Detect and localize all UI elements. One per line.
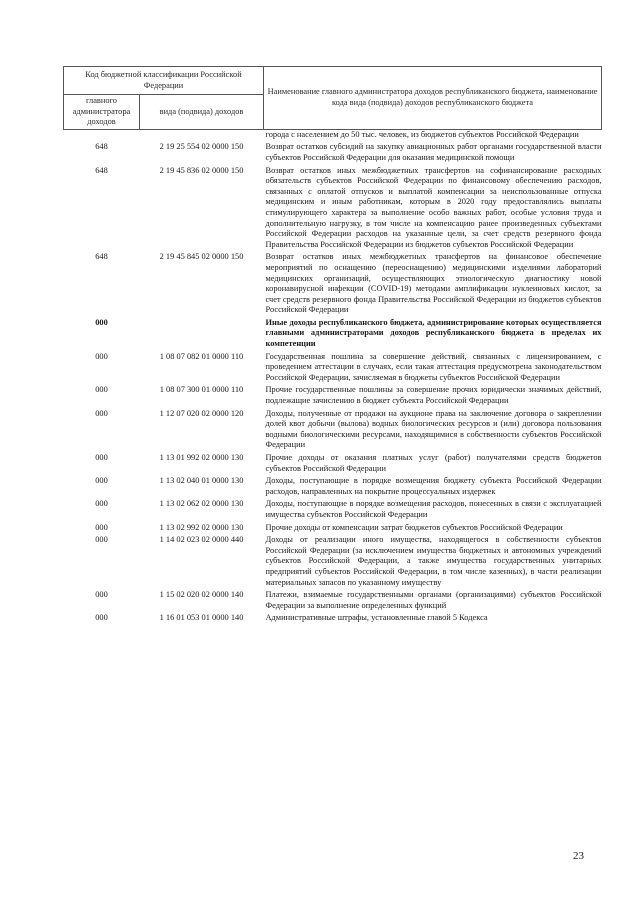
table-row [64, 166, 602, 253]
table-row [64, 252, 602, 318]
row-description: Государственная пошлина за совершение действий, связанных с лицензированием, с проведением аттестации в случаях, если такая аттестация предусмотрена законодательством Российской Федерации, зачисляемая в бюджеты субъектов Российской Федерации [265, 351, 602, 382]
row-revenue-code [140, 129, 264, 142]
row-revenue-code: 1 13 02 992 02 0000 130 [159, 522, 244, 532]
row-revenue-code: 1 08 07 082 01 0000 110 [159, 351, 244, 361]
row-admin-code: 000 [95, 535, 108, 545]
header-main-administrator: главного администратора доходов [64, 95, 140, 130]
row-admin-code: 000 [95, 590, 108, 600]
table-row [64, 535, 602, 590]
row-revenue-code: 1 13 02 040 01 0000 130 [159, 476, 244, 486]
table-row [64, 318, 602, 352]
row-description: города с населением до 50 тыс. человек, из бюджетов субъектов Российской Федерации [265, 129, 579, 139]
row-description: Прочие доходы от компенсации затрат бюджетов субъектов Российской Федерации [265, 522, 563, 532]
row-admin-code: 000 [95, 476, 108, 486]
table-row [64, 476, 602, 499]
row-description: Возврат остатков иных межбюджетных трансфертов на софинансирование расходных обязательств субъектов Российской Федерации по финансовому обеспечению расходов, связанных с оплатой отпусков и выплатой компенсации за неиспользованные отпуска медицинским и иным работникам, которым в 2020 году предоставлялись выплаты стимулирующего характера за выполнение особо важных работ, особые условия труда и дополнительную нагрузку, в том числе на компенсацию ранее произведенных субъектами Российской Федерации расходов на указанные цели, за счет средств резервного фонда Правительства Российской Федерации из бюджетов субъектов Российской Федерации [265, 165, 602, 249]
row-description: Прочие государственные пошлины за совершение прочих юридически значимых действий, подлежащие зачислению в бюджет субъекта Российской Федерации [265, 385, 602, 406]
row-admin-code: 000 [95, 385, 108, 395]
row-description: Доходы, полученные от продажи на аукционе права на заключение договора о закреплении долей квот добычи (вылова) водных биологических ресурсов и (или) договора пользования водными биологическими ресурсами, находящимися в собственности субъектов Российской Федерации [265, 408, 602, 450]
row-description: Прочие доходы от оказания платных услуг (работ) получателями средств бюджетов субъектов Российской Федерации [265, 453, 602, 473]
row-admin-code: 000 [95, 453, 108, 462]
row-revenue-code: 1 12 07 020 02 0000 120 [159, 408, 244, 418]
row-admin-code: 648 [95, 165, 108, 175]
row-description: Иные доходы республиканского бюджета, администрирование которых осуществляется главными администраторами доходов республиканского бюджета в пределах их компетенции [265, 317, 602, 349]
table-row [64, 385, 602, 408]
row-revenue-code: 2 19 45 836 02 0000 150 [159, 165, 244, 175]
row-admin-code: 648 [95, 142, 108, 152]
table-row [64, 590, 602, 613]
table-row [64, 613, 602, 626]
row-admin-code: 000 [95, 499, 108, 509]
row-revenue-code: 1 13 02 062 02 0000 130 [159, 499, 244, 509]
row-revenue-code: 1 16 01 053 01 0000 140 [159, 613, 244, 623]
table-row [64, 352, 602, 386]
row-admin-code: 000 [95, 613, 108, 623]
row-description: Административные штрафы, установленные главой 5 Кодекса [265, 613, 488, 623]
row-revenue-code: 2 19 45 845 02 0000 150 [159, 252, 244, 262]
row-admin-code: 000 [95, 317, 108, 327]
row-revenue-code [140, 318, 264, 352]
row-description: Доходы, поступающие в порядке возмещения бюджету субъекта Российской Федерации расходов, направленных на покрытие процессуальных издержек [265, 476, 602, 496]
table-row [64, 142, 602, 165]
row-revenue-code: 1 14 02 023 02 0000 440 [159, 535, 244, 545]
row-revenue-code: 1 13 01 992 02 0000 130 [159, 453, 244, 462]
header-budget-classification: Код бюджетной классификации Российской Федерации [64, 67, 264, 95]
page-number: 23 [573, 850, 584, 862]
table-row [64, 129, 602, 142]
row-description: Возврат остатков иных межбюджетных трансфертов на финансовое обеспечение мероприятий по оснащению (переоснащению) медицинскими изделиями лабораторий медицинских организаций, осуществляющих этиологическую диагностику новой коронавирусной инфекции (COVID-19) методами амплификации нуклеиновых кислот, за счет средств резервного фонда Правительства Российской Федерации из бюджетов субъектов Российской Федерации [265, 252, 602, 315]
row-revenue-code: 1 08 07 300 01 0000 110 [159, 385, 244, 395]
row-admin-code: 648 [95, 252, 108, 262]
header-revenue-type: вида (подвида) доходов [140, 95, 264, 130]
table-row [64, 523, 602, 536]
header-admin-name: Наименование главного администратора доходов республиканского бюджета, наименование кода вида (подвида) доходов республиканского бюджета [264, 67, 602, 130]
row-admin-code [64, 129, 140, 142]
table-body [64, 129, 602, 626]
row-admin-code: 000 [95, 522, 108, 532]
row-description: Платежи, взимаемые государственными органами (организациями) субъектов Российской Федерации за выполнение определенных функций [265, 590, 602, 610]
row-admin-code: 000 [95, 408, 108, 418]
row-description: Доходы от реализации иного имущества, находящегося в собственности субъектов Российской Федерации (за исключением имущества бюджетных и автономных учреждений субъектов Российской Федерации, а также имущества государственных унитарных предприятий субъектов Российской Федерации, в том числе казенных), в части реализации материальных запасов по указанному имуществу [265, 535, 602, 587]
table-row [64, 409, 602, 453]
revenue-classification-table [63, 66, 602, 626]
row-description: Возврат остатков субсидий на закупку авиационных работ органами государственной власти субъектов Российской Федерации для оказания медицинской помощи [265, 142, 602, 162]
row-revenue-code: 2 19 25 554 02 0000 150 [159, 142, 244, 152]
row-description: Доходы, поступающие в порядке возмещения расходов, понесенных в связи с эксплуатацией имущества субъектов Российской Федерации [265, 499, 602, 519]
table-row [64, 499, 602, 522]
row-admin-code: 000 [95, 351, 108, 361]
row-revenue-code: 1 15 02 020 02 0000 140 [159, 590, 244, 600]
table-row [64, 453, 602, 476]
